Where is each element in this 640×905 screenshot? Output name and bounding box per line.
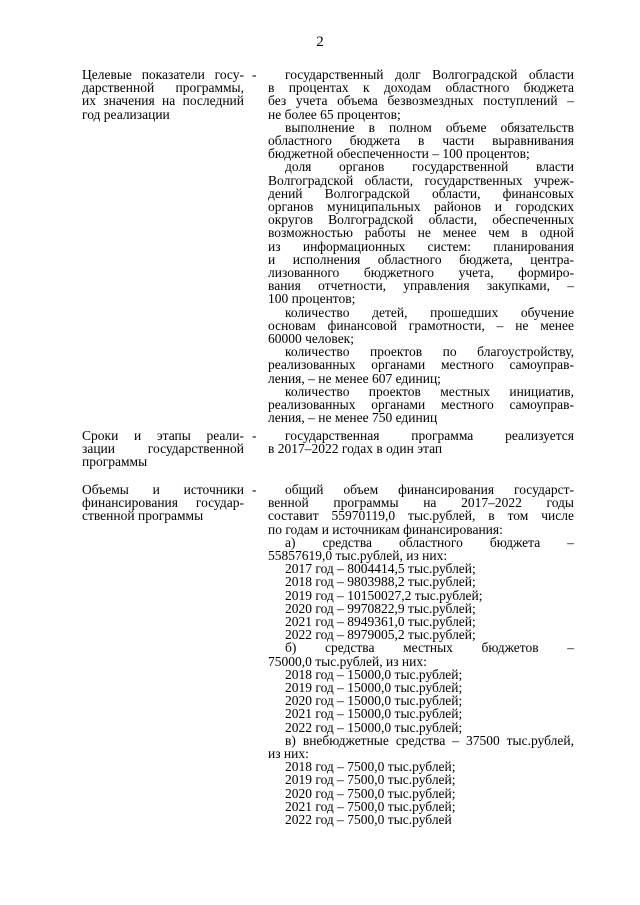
- value-line: 2022 год – 15000,0 тыс.рублей;: [285, 719, 463, 735]
- value-line: доля органов государственной власти: [285, 159, 574, 175]
- value-line: 2019 год – 15000,0 тыс.рублей;: [285, 680, 463, 696]
- value-line: 2022 год – 7500,0 тыс.рублей: [285, 812, 452, 828]
- value-line: количество проектов местных инициатив,: [285, 383, 574, 399]
- value-line: округов Волгоградской области, обеспеченных: [268, 212, 574, 228]
- value-paragraph: [268, 773, 574, 786]
- value-paragraph: [268, 813, 574, 826]
- row-value: [268, 68, 574, 424]
- value-paragraph: [268, 641, 574, 667]
- value-line: из информационных систем: планирования: [268, 238, 574, 254]
- value-line: 2019 год – 10150027,2 тыс.рублей;: [285, 587, 483, 603]
- value-paragraph: [268, 734, 574, 760]
- value-line: не более 65 процентов;: [268, 106, 401, 122]
- value-line: ления, – не менее 750 единиц: [268, 410, 438, 426]
- value-paragraph: [268, 707, 574, 720]
- value-paragraph: [268, 536, 574, 562]
- value-line: 2021 год – 8949361,0 тыс.рублей;: [285, 614, 476, 630]
- value-line: составит 55970119,0 тыс.рублей, в том числе: [268, 508, 574, 524]
- value-line: 2018 год – 9803988,2 тыс.рублей;: [285, 574, 476, 590]
- row-label: [82, 68, 244, 121]
- value-line: государственный долг Волгоградской области: [285, 67, 574, 82]
- value-line: возможностью работы не менее чем в одной: [268, 225, 574, 241]
- value-line: из них:: [268, 746, 309, 762]
- row-dash: -: [252, 428, 257, 443]
- value-line: а) средства областного бюджета –: [285, 534, 574, 550]
- value-line: областного бюджета в части выравнивания: [268, 133, 574, 149]
- value-line: в процентах к доходам областного бюджета: [268, 80, 574, 96]
- value-line: государственная программа реализуется: [285, 428, 574, 443]
- value-line: органов муниципальных районов и городских: [268, 199, 574, 215]
- label-line: финансирования государ-: [82, 495, 244, 511]
- value-paragraph: [268, 385, 574, 425]
- value-line: 2020 год – 7500,0 тыс.рублей;: [285, 785, 456, 801]
- label-line: Объемы и источники: [82, 482, 244, 497]
- value-paragraph: [268, 68, 574, 121]
- value-line: количество детей, прошедших обучение: [285, 304, 574, 320]
- value-line: 2021 год – 7500,0 тыс.рублей;: [285, 798, 456, 814]
- label-line: Целевые показатели госу-: [82, 67, 244, 82]
- row-label: [82, 429, 244, 469]
- value-line: дений Волгоградской области, финансовых: [268, 185, 574, 201]
- value-line: Волгоградской области, государственных учреж-: [268, 172, 574, 188]
- value-line: по годам и источникам финансирования:: [268, 521, 503, 537]
- value-line: 55857619,0 тыс.рублей, из них:: [268, 548, 448, 564]
- value-line: количество проектов по благоустройству,: [285, 344, 574, 360]
- value-line: без учета объема безвозмездных поступлений –: [268, 93, 574, 109]
- value-line: в) внебюджетные средства – 37500 тыс.рублей,: [285, 732, 574, 748]
- row-dash: -: [252, 67, 257, 82]
- label-line: зации государственной: [82, 441, 244, 457]
- value-line: реализованных органами местного самоуправ-: [268, 357, 574, 373]
- value-line: 2017 год – 8004414,5 тыс.рублей;: [285, 561, 476, 577]
- value-line: венной программы на 2017–2022 годы: [268, 495, 574, 511]
- value-line: 2018 год – 7500,0 тыс.рублей;: [285, 759, 456, 775]
- value-line: 60000 человек;: [268, 331, 354, 347]
- value-paragraph: [268, 589, 574, 602]
- label-line: их значения на последний: [82, 93, 244, 109]
- value-line: и исполнения областного бюджета, центра-: [268, 251, 574, 267]
- value-line: 2020 год – 15000,0 тыс.рублей;: [285, 693, 463, 709]
- value-line: 75000,0 тыс.рублей, из них:: [268, 653, 427, 669]
- value-line: 2020 год – 9970822,9 тыс.рублей;: [285, 600, 476, 616]
- value-paragraph: [268, 721, 574, 734]
- value-line: 100 процентов;: [268, 291, 356, 307]
- value-line: основам финансовой грамотности, – не менее: [268, 317, 574, 333]
- value-paragraph: [268, 483, 574, 536]
- value-line: 2018 год – 15000,0 тыс.рублей;: [285, 666, 463, 682]
- value-line: бюджетной обеспеченности – 100 процентов;: [268, 146, 530, 162]
- label-line: дарственной программы,: [82, 80, 244, 96]
- value-paragraph: [268, 345, 574, 385]
- value-line: выполнение в полном объеме обязательств: [285, 119, 574, 135]
- value-line: 2022 год – 8979005,2 тыс.рублей;: [285, 627, 476, 643]
- label-line: Сроки и этапы реали-: [82, 428, 244, 443]
- value-line: общий объем финансирования государст-: [285, 482, 574, 497]
- value-paragraph: [268, 429, 574, 455]
- value-line: вания отчетности, управления закупками, –: [268, 278, 574, 294]
- label-line: ственной программы: [82, 508, 204, 524]
- label-line: программы: [82, 454, 148, 470]
- value-line: в 2017–2022 годах в один этап: [268, 441, 443, 457]
- value-paragraph: [268, 160, 574, 305]
- value-paragraph: [268, 575, 574, 588]
- row-label: [82, 483, 244, 523]
- row-value: [268, 429, 574, 455]
- label-line: год реализации: [82, 106, 170, 122]
- value-paragraph: [268, 787, 574, 800]
- value-line: лизованного бюджетного учета, формиро-: [268, 265, 574, 281]
- page-number: 2: [316, 34, 324, 50]
- value-line: ления, – не менее 607 единиц;: [268, 370, 441, 386]
- value-line: 2021 год – 15000,0 тыс.рублей;: [285, 706, 463, 722]
- value-line: 2019 год – 7500,0 тыс.рублей;: [285, 772, 456, 788]
- row-value: [268, 483, 574, 826]
- row-dash: -: [252, 482, 257, 497]
- value-line: реализованных органами местного самоуправ-: [268, 397, 574, 413]
- value-paragraph: [268, 306, 574, 346]
- value-line: б) средства местных бюджетов –: [285, 640, 574, 656]
- value-paragraph: [268, 121, 574, 161]
